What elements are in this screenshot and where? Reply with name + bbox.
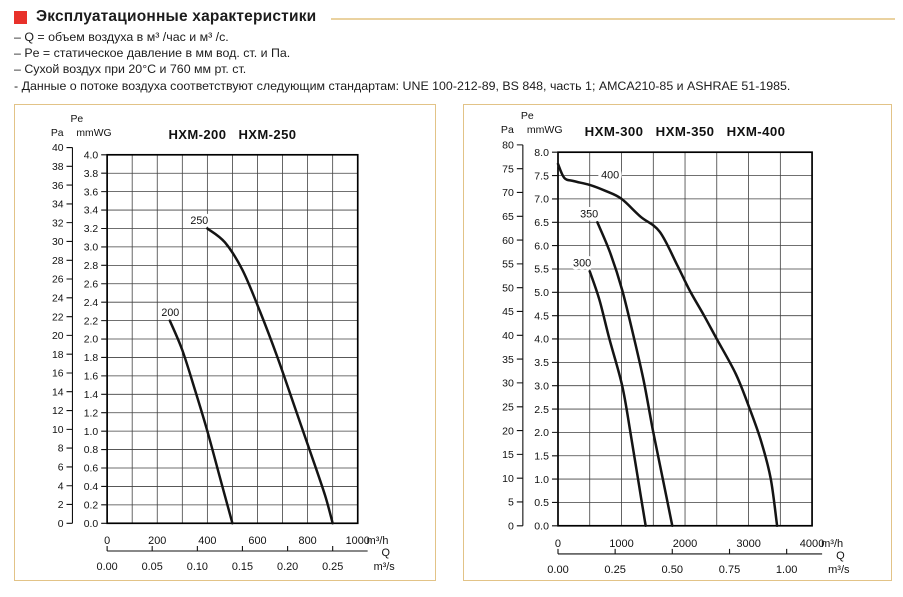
mmwg-axis-ticks [101,155,107,523]
mmwg-tick-label: 0.0 [534,520,549,533]
charts-row [14,104,892,581]
mmwg-tick-label: 0.6 [83,463,99,475]
pa-tick-label: 70 [502,187,514,200]
m3s-tick-label: 1.00 [775,563,798,576]
mmwg-tick-label: 1.6 [83,371,99,383]
q-axis-label: Q [381,546,390,559]
pa-tick-label: 38 [51,161,64,173]
pa-tick-label: 35 [502,353,514,366]
curve-label-200: 200 [161,307,180,320]
section-header [14,8,895,26]
pa-tick-label: 75 [502,163,514,176]
grid-lines [107,155,358,523]
pa-tick-label: 60 [502,234,514,247]
mmwg-tick-label: 1.5 [534,450,549,463]
mmwg-tick-label: 3.4 [83,205,99,217]
mmwg-tick-label: 2.6 [83,279,99,291]
mmwg-tick-label: 3.0 [83,242,99,254]
pa-tick-label: 16 [51,368,64,380]
m3s-unit-label: m³/s [828,563,850,576]
mmwg-tick-label: 0.5 [534,497,549,510]
m3h-unit-label: m³/h [821,537,844,550]
pa-tick-label: 0 [57,518,64,530]
mmwg-tick-label: 1.4 [83,389,99,401]
mmwg-tick-label: 2.0 [534,427,549,440]
pa-tick-label: 15 [502,449,514,462]
mmwg-tick-label: 7.5 [534,170,549,183]
mmwg-tick-label: 6.5 [534,217,549,230]
mmwg-tick-label: 2.2 [83,316,99,328]
m3s-axis-line [107,546,368,551]
pa-tick-label: 50 [502,282,514,295]
notes-list [14,29,790,94]
mmwg-tick-label: 5.0 [534,287,549,300]
pa-tick-label: 65 [502,210,514,223]
red-square-bullet [14,11,27,24]
pa-tick-label: 4 [57,481,64,493]
m3s-tick-label: 0.10 [186,560,208,573]
note-dry-air: – Сухой воздух при 20°C и 760 мм рт. ст. [14,62,247,77]
mmwg-tick-label: 6.0 [534,240,549,253]
chart-hxm-300-350-400 [464,105,891,580]
mmwg-axis-label: mmWG [526,124,563,137]
mmwg-tick-label: 2.8 [83,261,99,272]
pa-tick-label: 8 [57,443,64,455]
curve-350 [597,222,672,525]
chart-panel-hxm-300-350-400 [463,104,892,581]
m3h-tick-label: 600 [248,535,267,548]
m3s-tick-label: 0.00 [547,563,569,576]
pa-tick-label: 36 [51,180,64,192]
m3s-tick-label: 0.50 [661,563,684,576]
m3s-tick-label: 0.75 [718,563,741,576]
mmwg-tick-label: 2.0 [83,334,99,346]
pa-tick-label: 2 [57,500,64,512]
pa-tick-label: 45 [502,306,514,319]
pa-tick-label: 80 [502,139,514,152]
mmwg-tick-label: 2.5 [534,403,549,416]
m3h-unit-label: m³/h [366,535,389,548]
m3h-tick-label: 1000 [609,537,634,550]
pa-tick-label: 34 [51,199,64,211]
mmwg-axis-ticks [552,152,558,526]
mmwg-tick-label: 1.8 [83,353,99,365]
mmwg-tick-label: 3.5 [534,357,549,370]
m3s-tick-label: 0.00 [96,560,118,573]
mmwg-tick-label: 4.0 [83,150,99,162]
mmwg-tick-label: 3.2 [83,224,99,236]
pa-tick-label: 18 [51,349,64,361]
pa-tick-label: 26 [51,274,64,286]
pa-axis-label: Pa [500,124,514,137]
curve-label-300: 300 [573,257,592,270]
mmwg-tick-label: 4.5 [534,310,549,323]
pa-axis-spine [67,148,73,524]
chart-hxm-200-250 [15,105,435,580]
pa-tick-label: 0 [507,520,514,533]
pa-tick-label: 20 [502,425,514,438]
mmwg-tick-label: 3.6 [83,187,99,199]
pa-tick-label: 40 [502,329,514,342]
header-rule [331,18,895,20]
pa-tick-label: 32 [51,218,64,230]
note-standards: - Данные о потоке воздуха соответствуют следующим стандартам: UNE 100-212-89, BS 848, часть 1; AMCA210-85 и ASHRAE 51-1985. [14,78,791,93]
mmwg-tick-label: 1.0 [534,473,549,486]
m3h-tick-label: 4000 [799,537,825,550]
pa-tick-label: 5 [507,496,514,509]
pa-axis-label: Pa [50,127,64,139]
pa-axis-spine [517,145,523,526]
curve-300 [590,271,646,525]
note-pe-definition: – Pe = статическое давление в мм вод. ст. и Па. [14,46,291,61]
m3h-tick-label: 800 [298,535,317,548]
pa-tick-label: 10 [502,472,514,485]
pa-tick-label: 30 [51,237,64,249]
m3h-tick-label: 2000 [672,537,698,550]
pa-tick-label: 30 [502,377,514,390]
pa-tick-label: 25 [502,401,514,414]
mmwg-tick-label: 0.0 [83,518,99,530]
pa-tick-label: 24 [51,293,64,305]
mmwg-tick-label: 5.5 [534,263,549,276]
pa-tick-label: 14 [51,387,64,399]
pa-tick-label: 12 [51,406,64,418]
m3h-tick-label: 1000 [345,535,370,548]
pa-tick-label: 55 [502,258,514,271]
pe-axis-label: Pe [520,110,534,123]
chart-panel-hxm-200-250 [14,104,436,581]
m3s-tick-label: 0.15 [231,560,254,573]
chart-title: HXM-200 HXM-250 [168,126,297,142]
m3s-tick-label: 0.25 [604,563,626,576]
mmwg-tick-label: 4.0 [534,333,549,346]
m3h-tick-label: 3000 [736,537,761,550]
m3h-tick-label: 200 [148,535,167,548]
chart-title: HXM-300 HXM-350 HXM-400 [584,124,786,140]
m3s-tick-label: 0.05 [141,560,163,573]
q-axis-label: Q [836,549,845,562]
m3s-tick-label: 0.25 [322,560,344,573]
pa-tick-label: 10 [51,425,64,437]
mmwg-axis-label: mmWG [76,127,112,139]
pa-tick-label: 22 [51,312,64,324]
m3h-tick-label: 0 [554,537,562,550]
curve-label-400: 400 [601,169,620,182]
note-q-definition: – Q = объем воздуха в м³ /час и м³ /с. [14,30,229,44]
mmwg-tick-label: 8.0 [534,146,549,159]
curve-200 [170,321,233,524]
mmwg-tick-label: 1.0 [83,426,99,438]
mmwg-tick-label: 3.8 [83,168,99,180]
curve-label-350: 350 [580,208,599,221]
pe-axis-label: Pe [70,114,84,126]
pa-tick-label: 40 [51,143,64,155]
m3h-tick-label: 400 [198,535,217,548]
section-title: Эксплуатационные характеристики [36,8,317,25]
pa-tick-label: 6 [57,462,64,474]
mmwg-tick-label: 1.2 [83,408,99,420]
mmwg-tick-label: 0.2 [83,500,99,512]
mmwg-tick-label: 3.0 [534,380,549,393]
curve-label-250: 250 [190,214,209,227]
m3h-tick-label: 0 [104,535,111,548]
m3s-unit-label: m³/s [373,560,395,573]
mmwg-tick-label: 0.8 [83,445,99,457]
m3s-tick-label: 0.20 [277,560,299,573]
pa-tick-label: 28 [51,255,64,267]
mmwg-tick-label: 0.4 [83,482,99,494]
pa-tick-label: 20 [51,331,64,343]
mmwg-tick-label: 7.0 [534,193,549,206]
mmwg-tick-label: 2.4 [83,297,99,309]
